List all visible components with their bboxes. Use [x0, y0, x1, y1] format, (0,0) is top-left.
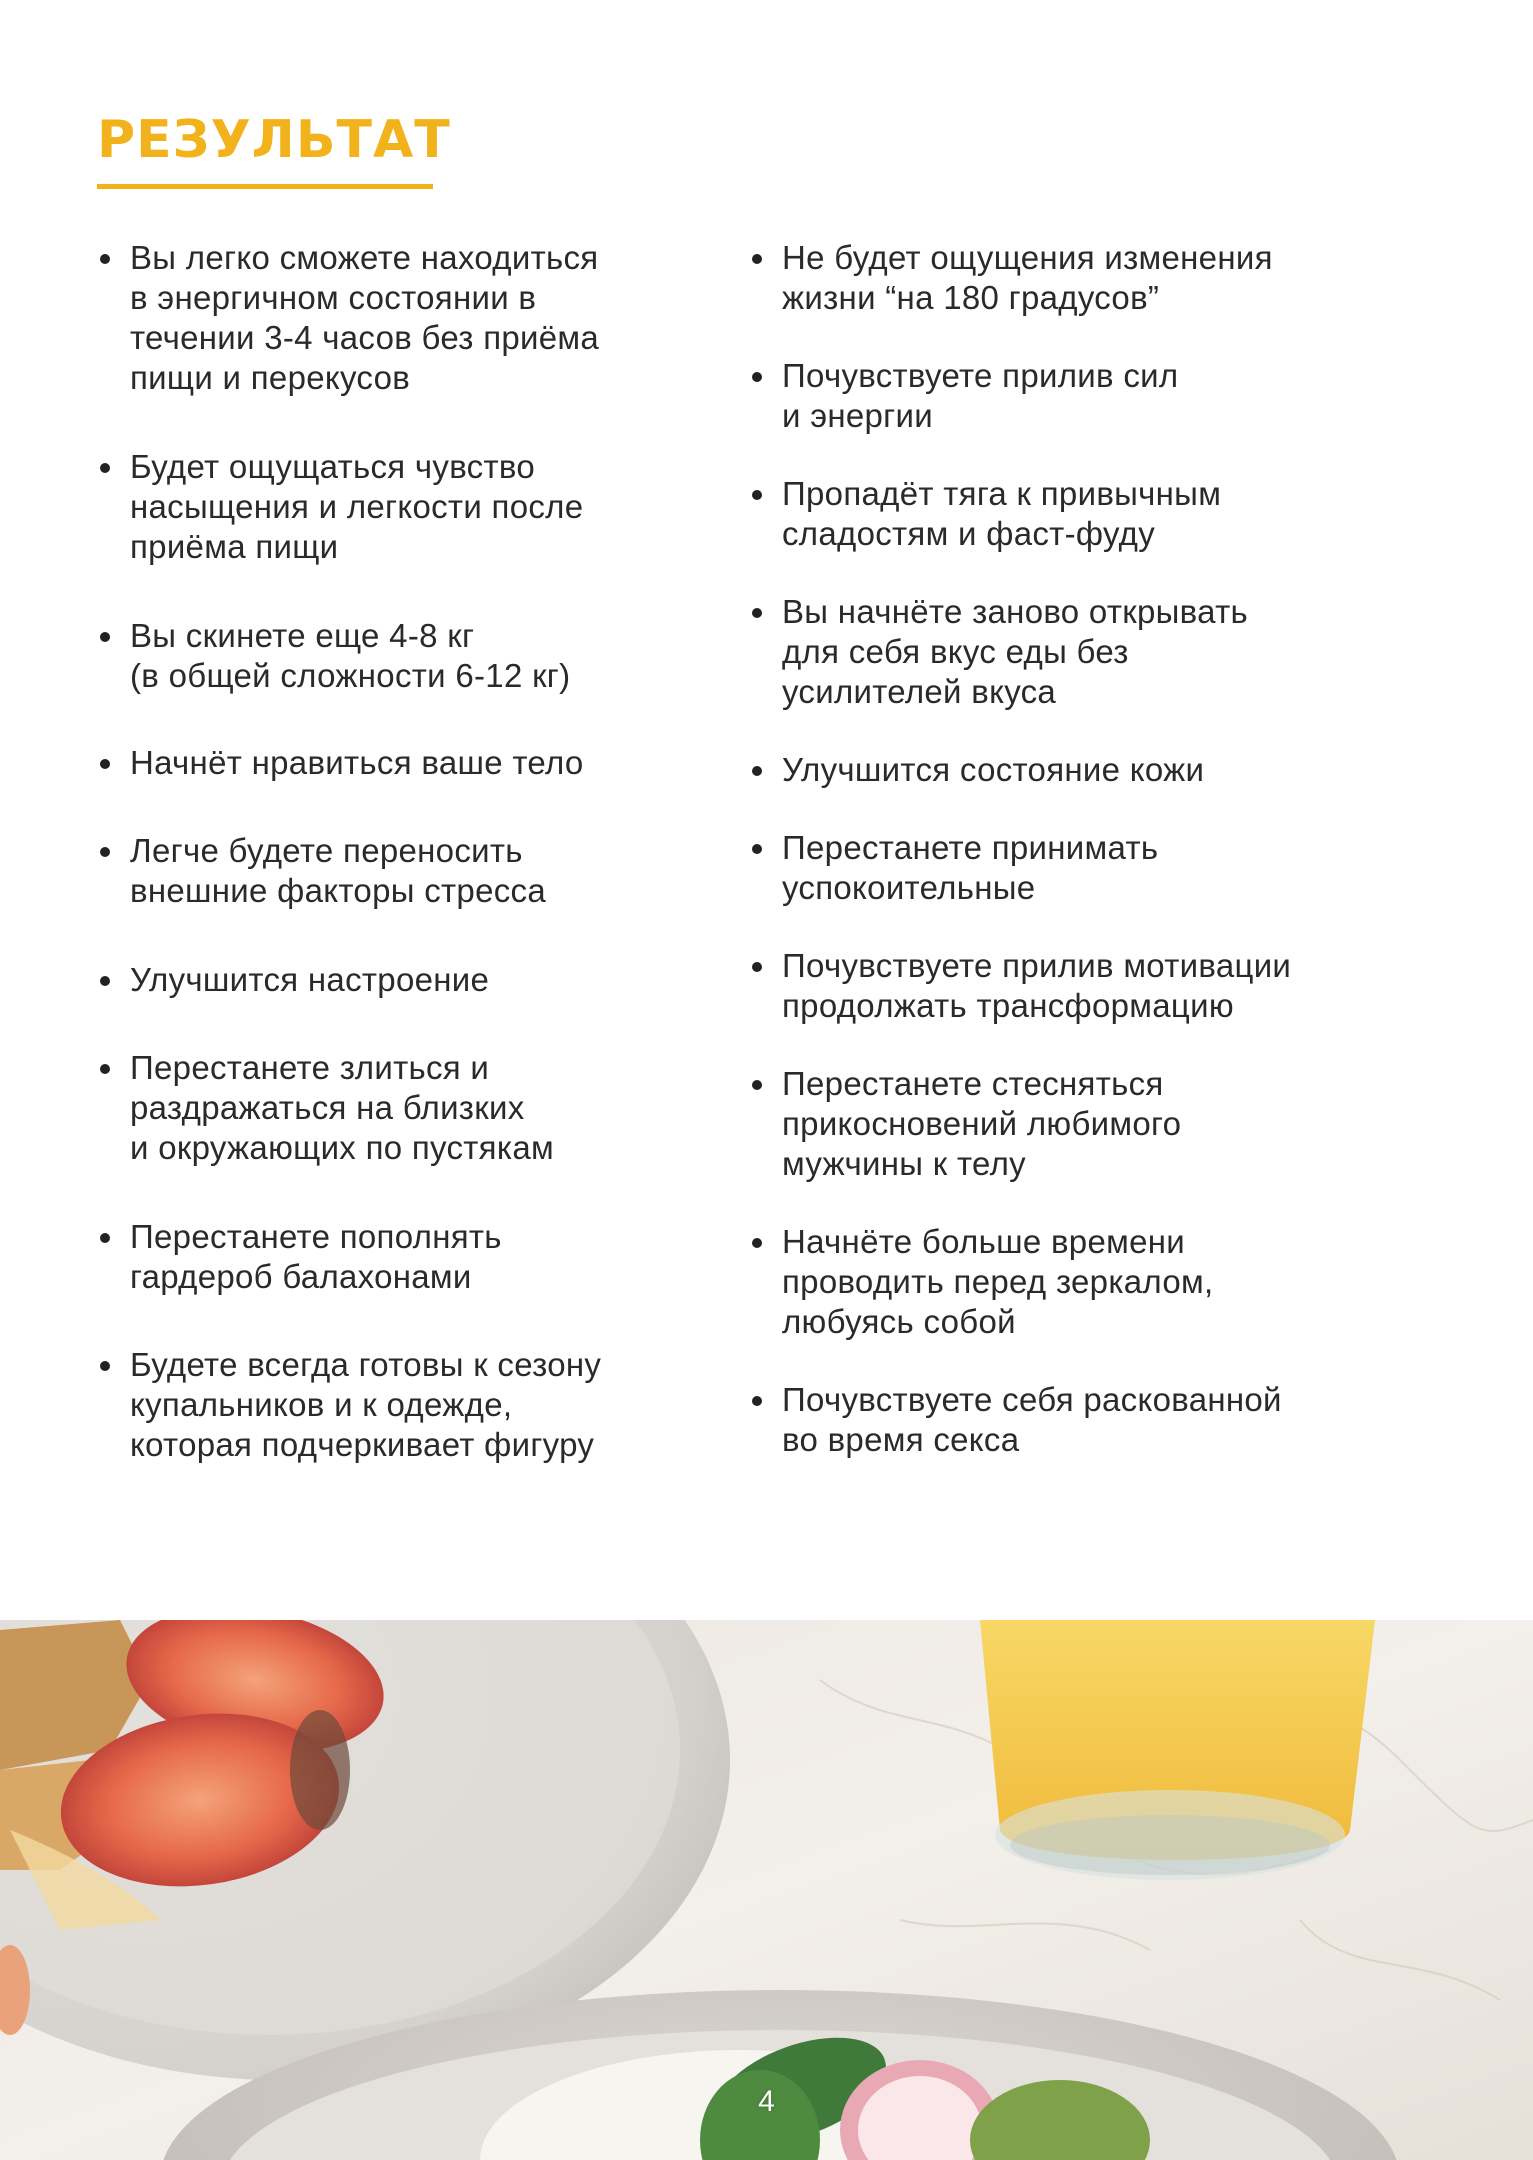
list-item: Перестанете принимать успокоительные	[749, 828, 1449, 908]
title-underline	[97, 184, 433, 189]
list-item: Перестанете злиться и раздражаться на близких и окружающих по пустякам	[97, 1048, 717, 1168]
list-item: Будет ощущаться чувство насыщения и легкости после приёма пищи	[97, 447, 717, 567]
results-list-right	[749, 238, 1449, 1460]
page-title: РЕЗУЛЬТАТ	[97, 110, 451, 170]
list-item: Вы скинете еще 4-8 кг (в общей сложности 6-12 кг)	[97, 616, 717, 696]
food-photo-illustration	[0, 1620, 1533, 2160]
list-item: Легче будете переносить внешние факторы стресса	[97, 831, 717, 911]
list-item: Вы начнёте заново открывать для себя вкус еды без усилителей вкуса	[749, 592, 1449, 712]
list-item: Улучшится состояние кожи	[749, 750, 1449, 790]
list-item: Вы легко сможете находиться в энергичном состоянии в течении 3-4 часов без приёма пищи и перекусов	[97, 238, 717, 398]
list-item: Будете всегда готовы к сезону купальников и к одежде, которая подчеркивает фигуру	[97, 1345, 717, 1465]
list-item: Почувствуете прилив сил и энергии	[749, 356, 1449, 436]
food-photo	[0, 1620, 1533, 2160]
list-item: Почувствуете себя раскованной во время секса	[749, 1380, 1449, 1460]
list-item: Улучшится настроение	[97, 960, 717, 1000]
list-item: Перестанете стесняться прикосновений любимого мужчины к телу	[749, 1064, 1449, 1184]
results-list-left	[97, 238, 717, 1465]
list-item: Не будет ощущения изменения жизни “на 180 градусов”	[749, 238, 1449, 318]
page-number: 4	[758, 2085, 775, 2118]
list-item: Почувствуете прилив мотивации продолжать трансформацию	[749, 946, 1449, 1026]
list-item: Пропадёт тяга к привычным сладостям и фаст-фуду	[749, 474, 1449, 554]
list-item: Перестанете пополнять гардероб балахонами	[97, 1217, 717, 1297]
list-item: Начнёт нравиться ваше тело	[97, 743, 717, 783]
list-item: Начнёте больше времени проводить перед зеркалом, любуясь собой	[749, 1222, 1449, 1342]
